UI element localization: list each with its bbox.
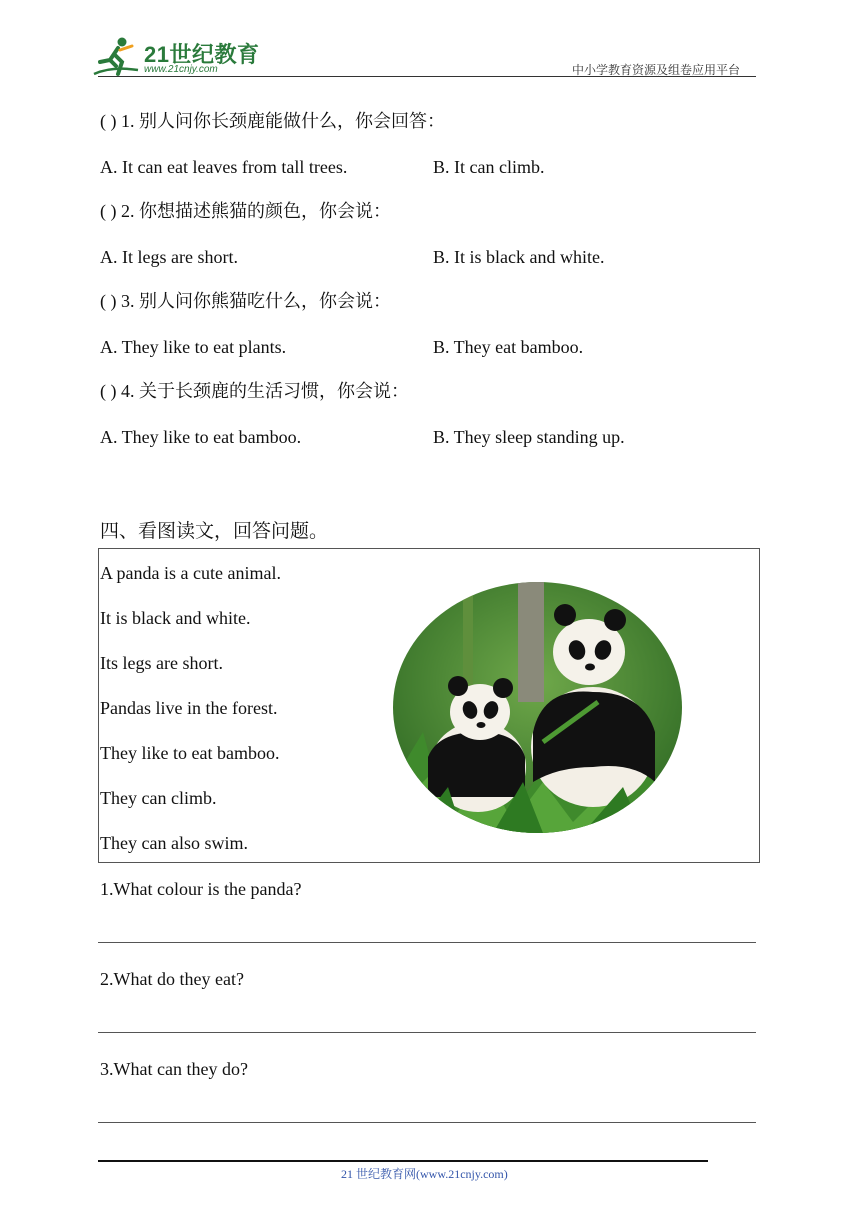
section-4-title: 四、看图读文，回答问题。 [100, 521, 329, 542]
header-platform-text: 中小学教育资源及组卷应用平台 [572, 63, 741, 77]
passage-line: Its legs are short. [100, 653, 223, 673]
logo-text: 21世纪教育 [144, 42, 260, 67]
passage-line: They like to eat bamboo. [100, 743, 280, 763]
logo-url: www.21cnjy.com [144, 64, 218, 75]
reading-question-2: 2.What do they eat? [100, 969, 244, 989]
reading-question-3: 3.What can they do? [100, 1059, 248, 1079]
answer-line-1[interactable] [98, 942, 756, 943]
question-3-option-a: A. They like to eat plants. [100, 337, 287, 357]
question-4-option-a: A. They like to eat bamboo. [100, 427, 302, 447]
question-4-option-b: B. They sleep standing up. [433, 427, 625, 447]
question-3-stem: ( ) 3. 别人问你熊猫吃什么，你会说： [100, 291, 391, 311]
site-logo [92, 36, 262, 78]
runner-logo-icon [92, 36, 142, 78]
answer-line-2[interactable] [98, 1032, 756, 1033]
passage-line: Pandas live in the forest. [100, 698, 278, 718]
question-2-option-b: B. It is black and white. [433, 247, 605, 267]
question-4-stem: ( ) 4. 关于长颈鹿的生活习惯，你会说： [100, 381, 409, 401]
passage-line: A panda is a cute animal. [100, 563, 281, 583]
question-3-option-b: B. They eat bamboo. [433, 337, 584, 357]
question-2-stem: ( ) 2. 你想描述熊猫的颜色，你会说： [100, 201, 391, 221]
question-1-option-a: A. It can eat leaves from tall trees. [100, 157, 348, 177]
question-1-option-b: B. It can climb. [433, 157, 545, 177]
footer-divider [98, 1160, 708, 1162]
reading-question-1: 1.What colour is the panda? [100, 879, 302, 899]
answer-line-3[interactable] [98, 1122, 756, 1123]
passage-line: They can also swim. [100, 833, 248, 853]
passage-line: It is black and white. [100, 608, 251, 628]
panda-photo [393, 582, 682, 833]
passage-line: They can climb. [100, 788, 217, 808]
question-2-option-a: A. It legs are short. [100, 247, 238, 267]
footer-text: 21 世纪教育网(www.21cnjy.com) [341, 1167, 508, 1181]
header-divider [98, 76, 756, 77]
question-1-stem: ( ) 1. 别人问你长颈鹿能做什么，你会回答： [100, 111, 445, 131]
